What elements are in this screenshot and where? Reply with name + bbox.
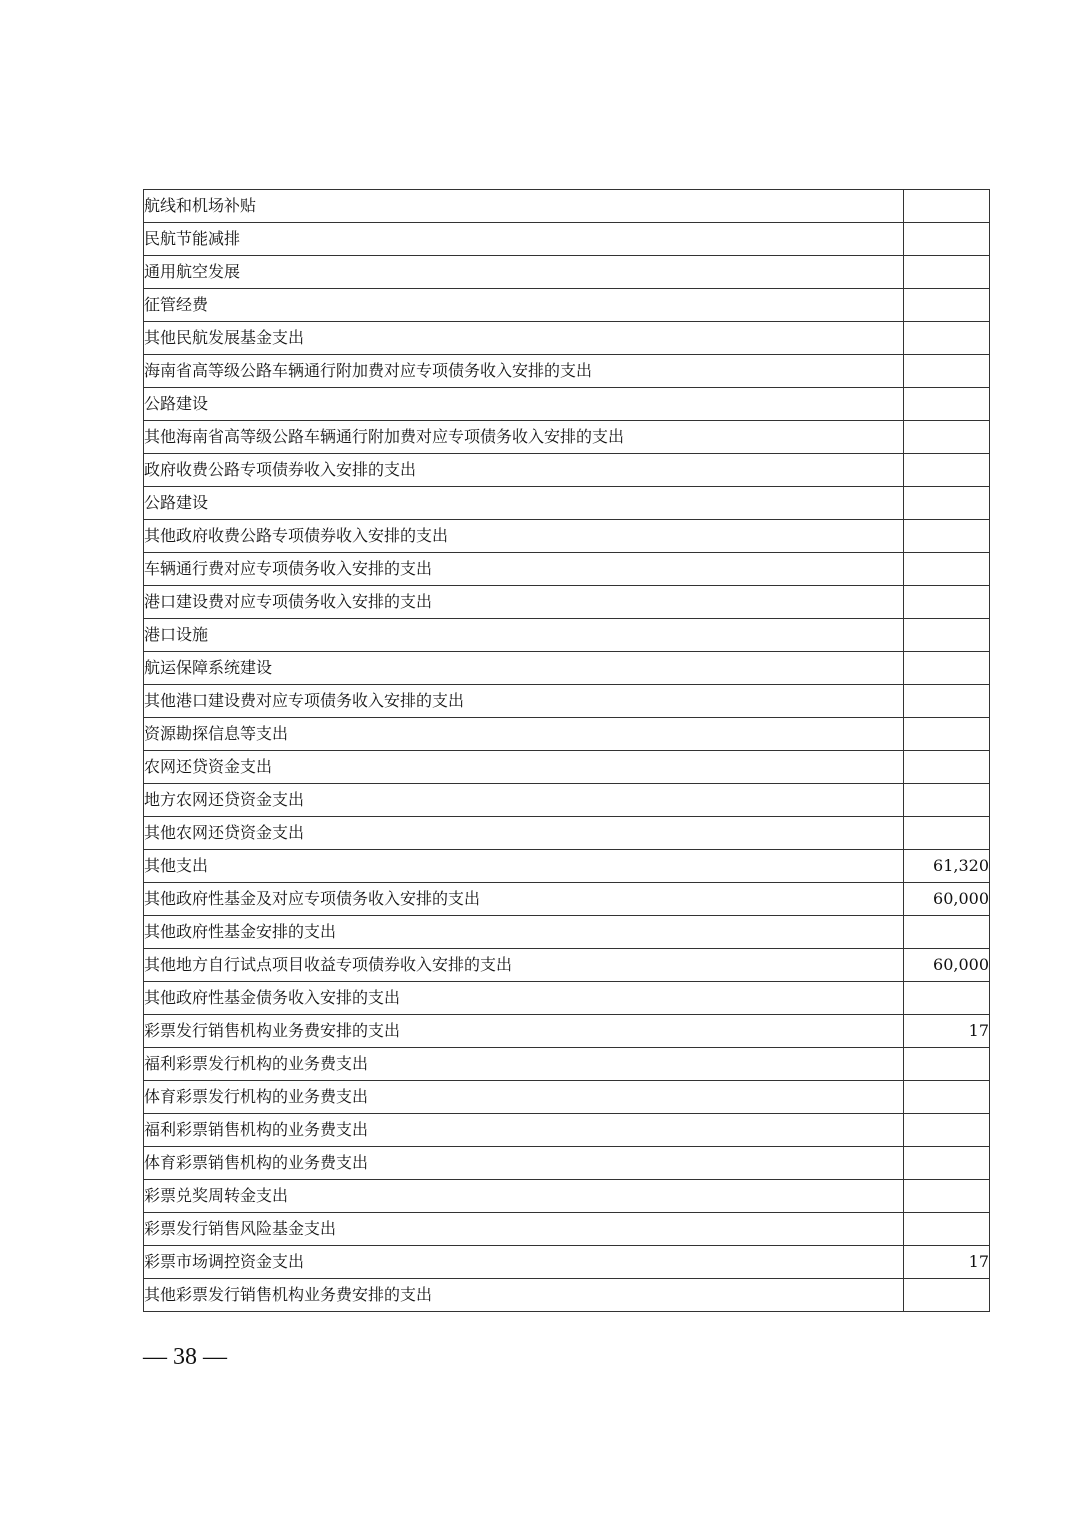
- row-label: 体育彩票发行机构的业务费支出: [144, 1081, 904, 1114]
- row-value: [904, 553, 990, 586]
- row-label: 车辆通行费对应专项债务收入安排的支出: [144, 553, 904, 586]
- table-row: [144, 322, 990, 355]
- row-label: 其他农网还贷资金支出: [144, 817, 904, 850]
- table-row: [144, 751, 990, 784]
- table-row: [144, 916, 990, 949]
- table-row: [144, 1246, 990, 1279]
- row-label: 其他民航发展基金支出: [144, 322, 904, 355]
- row-label: 其他港口建设费对应专项债务收入安排的支出: [144, 685, 904, 718]
- row-value: 17: [904, 1246, 990, 1279]
- budget-table-body: [144, 190, 990, 1312]
- row-label: 其他彩票发行销售机构业务费安排的支出: [144, 1279, 904, 1312]
- row-value: [904, 388, 990, 421]
- row-value: [904, 652, 990, 685]
- table-row: [144, 1048, 990, 1081]
- row-label: 地方农网还贷资金支出: [144, 784, 904, 817]
- table-row: [144, 1279, 990, 1312]
- table-row: [144, 850, 990, 883]
- row-value: [904, 520, 990, 553]
- table-row: [144, 1081, 990, 1114]
- table-row: [144, 355, 990, 388]
- row-label: 其他政府性基金债务收入安排的支出: [144, 982, 904, 1015]
- row-value: [904, 355, 990, 388]
- table-row: [144, 421, 990, 454]
- row-label: 彩票发行销售机构业务费安排的支出: [144, 1015, 904, 1048]
- row-label: 彩票市场调控资金支出: [144, 1246, 904, 1279]
- table-row: [144, 289, 990, 322]
- row-value: 17: [904, 1015, 990, 1048]
- row-value: [904, 718, 990, 751]
- row-value: [904, 1114, 990, 1147]
- table-row: [144, 256, 990, 289]
- row-label: 其他支出: [144, 850, 904, 883]
- row-value: [904, 916, 990, 949]
- row-label: 港口建设费对应专项债务收入安排的支出: [144, 586, 904, 619]
- table-row: [144, 520, 990, 553]
- row-label: 公路建设: [144, 388, 904, 421]
- table-row: [144, 454, 990, 487]
- row-value: [904, 256, 990, 289]
- table-row: [144, 619, 990, 652]
- page-number: — 38 —: [143, 1344, 227, 1370]
- table-row: [144, 553, 990, 586]
- table-row: [144, 1147, 990, 1180]
- row-value: 60,000: [904, 883, 990, 916]
- row-label: 航线和机场补贴: [144, 190, 904, 223]
- row-label: 彩票兑奖周转金支出: [144, 1180, 904, 1213]
- row-value: [904, 619, 990, 652]
- table-row: [144, 949, 990, 982]
- row-value: [904, 1081, 990, 1114]
- table-row: [144, 1180, 990, 1213]
- row-value: [904, 751, 990, 784]
- row-label: 征管经费: [144, 289, 904, 322]
- row-value: [904, 1048, 990, 1081]
- row-label: 资源勘探信息等支出: [144, 718, 904, 751]
- row-label: 其他海南省高等级公路车辆通行附加费对应专项债务收入安排的支出: [144, 421, 904, 454]
- row-value: [904, 1279, 990, 1312]
- table-row: [144, 487, 990, 520]
- row-label: 体育彩票销售机构的业务费支出: [144, 1147, 904, 1180]
- row-value: [904, 322, 990, 355]
- table-row: [144, 388, 990, 421]
- table-row: [144, 718, 990, 751]
- table-row: [144, 586, 990, 619]
- row-value: [904, 586, 990, 619]
- row-label: 其他政府性基金安排的支出: [144, 916, 904, 949]
- row-value: [904, 223, 990, 256]
- table-row: [144, 1114, 990, 1147]
- row-value: [904, 421, 990, 454]
- row-label: 农网还贷资金支出: [144, 751, 904, 784]
- table-row: [144, 982, 990, 1015]
- row-label: 民航节能减排: [144, 223, 904, 256]
- row-value: [904, 454, 990, 487]
- row-value: [904, 1180, 990, 1213]
- row-label: 航运保障系统建设: [144, 652, 904, 685]
- row-label: 通用航空发展: [144, 256, 904, 289]
- row-label: 福利彩票发行机构的业务费支出: [144, 1048, 904, 1081]
- budget-table: [143, 189, 990, 1312]
- row-value: [904, 685, 990, 718]
- table-row: [144, 784, 990, 817]
- row-value: [904, 1213, 990, 1246]
- row-value: 60,000: [904, 949, 990, 982]
- row-label: 港口设施: [144, 619, 904, 652]
- table-row: [144, 652, 990, 685]
- table-row: [144, 1213, 990, 1246]
- table-row: [144, 817, 990, 850]
- row-value: [904, 487, 990, 520]
- row-label: 福利彩票销售机构的业务费支出: [144, 1114, 904, 1147]
- row-label: 海南省高等级公路车辆通行附加费对应专项债务收入安排的支出: [144, 355, 904, 388]
- row-value: [904, 982, 990, 1015]
- row-label: 其他政府收费公路专项债券收入安排的支出: [144, 520, 904, 553]
- row-value: [904, 784, 990, 817]
- row-label: 其他地方自行试点项目收益专项债券收入安排的支出: [144, 949, 904, 982]
- row-value: [904, 289, 990, 322]
- row-value: 61,320: [904, 850, 990, 883]
- row-label: 其他政府性基金及对应专项债务收入安排的支出: [144, 883, 904, 916]
- row-label: 政府收费公路专项债券收入安排的支出: [144, 454, 904, 487]
- table-row: [144, 190, 990, 223]
- table-row: [144, 883, 990, 916]
- row-value: [904, 190, 990, 223]
- row-value: [904, 817, 990, 850]
- table-row: [144, 223, 990, 256]
- table-row: [144, 685, 990, 718]
- row-value: [904, 1147, 990, 1180]
- table-row: [144, 1015, 990, 1048]
- row-label: 彩票发行销售风险基金支出: [144, 1213, 904, 1246]
- row-label: 公路建设: [144, 487, 904, 520]
